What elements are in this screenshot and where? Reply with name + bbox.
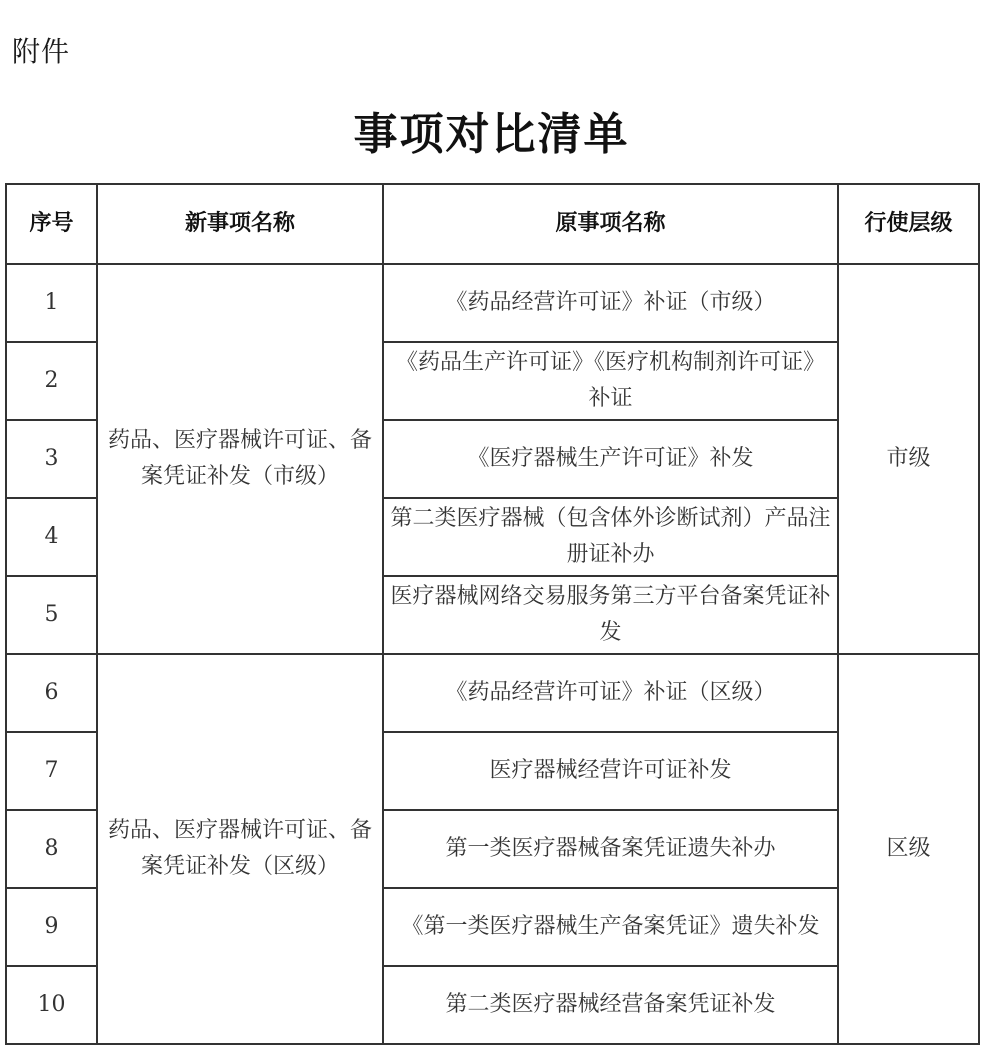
orig-item-name-cell: 《药品生产许可证》《医疗机构制剂许可证》补证: [383, 342, 838, 420]
table-row: [6, 264, 979, 342]
seq-cell: 2: [6, 342, 97, 420]
table-header-row: [6, 184, 979, 264]
seq-cell: 9: [6, 888, 97, 966]
orig-item-name-cell: 第二类医疗器械经营备案凭证补发: [383, 966, 838, 1044]
column-header-seq: 序号: [6, 184, 97, 264]
orig-item-name-cell: 《医疗器械生产许可证》补发: [383, 420, 838, 498]
orig-item-name-cell: 医疗器械经营许可证补发: [383, 732, 838, 810]
level-cell: 市级: [838, 264, 979, 654]
column-header-level: 行使层级: [838, 184, 979, 264]
seq-cell: 1: [6, 264, 97, 342]
comparison-table: [5, 183, 980, 1045]
orig-item-name-cell: 第一类医疗器械备案凭证遗失补办: [383, 810, 838, 888]
seq-cell: 7: [6, 732, 97, 810]
attachment-label: 附件: [12, 35, 71, 68]
seq-cell: 4: [6, 498, 97, 576]
orig-item-name-cell: 《药品经营许可证》补证（区级）: [383, 654, 838, 732]
level-cell: 区级: [838, 654, 979, 1044]
seq-cell: 5: [6, 576, 97, 654]
page-title: 事项对比清单: [353, 109, 630, 160]
orig-item-name-cell: 《第一类医疗器械生产备案凭证》遗失补发: [383, 888, 838, 966]
table-row: [6, 654, 979, 732]
orig-item-name-cell: 第二类医疗器械（包含体外诊断试剂）产品注册证补办: [383, 498, 838, 576]
orig-item-name-cell: 医疗器械网络交易服务第三方平台备案凭证补发: [383, 576, 838, 654]
column-header-orig-name: 原事项名称: [383, 184, 838, 264]
seq-cell: 6: [6, 654, 97, 732]
orig-item-name-cell: 《药品经营许可证》补证（市级）: [383, 264, 838, 342]
new-item-name-cell: 药品、医疗器械许可证、备案凭证补发（区级）: [97, 654, 383, 1044]
column-header-new-name: 新事项名称: [97, 184, 383, 264]
seq-cell: 8: [6, 810, 97, 888]
seq-cell: 10: [6, 966, 97, 1044]
seq-cell: 3: [6, 420, 97, 498]
new-item-name-cell: 药品、医疗器械许可证、备案凭证补发（市级）: [97, 264, 383, 654]
